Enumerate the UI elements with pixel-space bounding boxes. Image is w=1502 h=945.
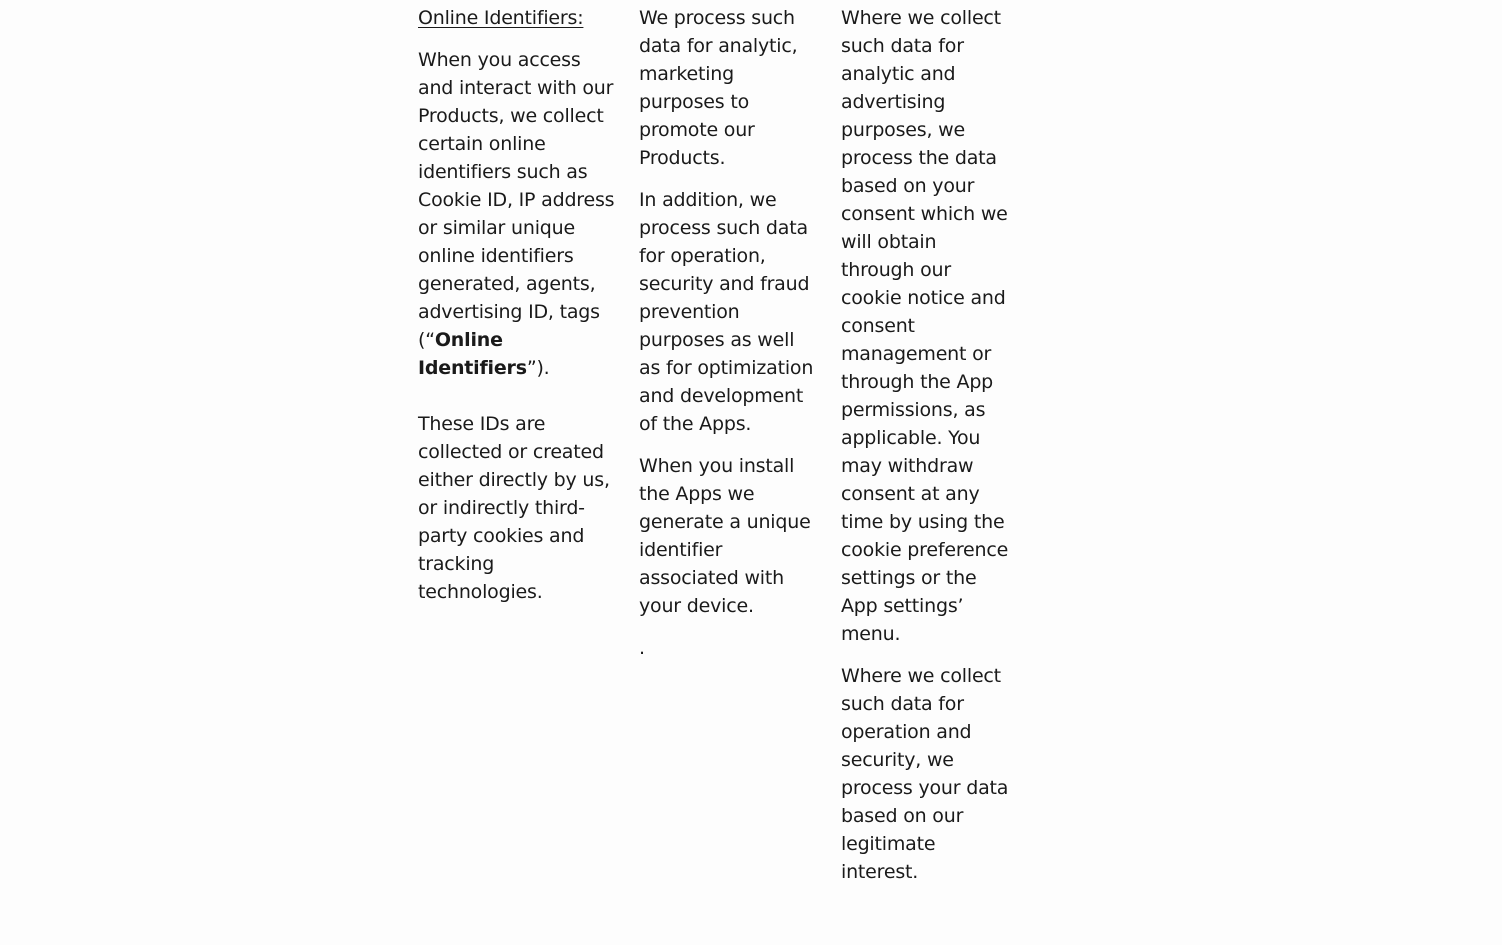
paragraph-legitimate-interest: Where we collect such data for operation and security, we process your data based on our legitimate interest.	[841, 665, 1009, 883]
section-heading: Online Identifiers:	[418, 7, 584, 29]
paragraph-online-identifiers-definition	[418, 46, 618, 382]
paragraph-analytic-marketing: We process such data for analytic, marketing purposes to promote our Products.	[639, 7, 798, 169]
paragraph-operation-security: In addition, we process such data for operation, security and fraud prevention purposes as well as for optimization and development of the Apps.	[639, 189, 814, 435]
paragraph-text-tail: ”).	[526, 357, 550, 379]
paragraph-unique-identifier: When you install the Apps we generate a unique identifier associated with your device.	[639, 455, 811, 617]
column-legal-basis	[841, 4, 1011, 900]
defined-term: Online Identifiers	[418, 329, 527, 379]
column-processing-purposes	[639, 4, 821, 676]
paragraph-dot: .	[639, 637, 645, 659]
paragraph-consent-basis: Where we collect such data for analytic and advertising purposes, we process the data based on your consent which we will obtain through our cookie notice and consent management or through the App permissions, as applicable. You may withdraw consent at any time by using the cookie preference settings or the App settings’ menu.	[841, 7, 1009, 645]
paragraph-text: When you access and interact with our Products, we collect certain online identifiers such as Cookie ID, IP address or similar unique online identifiers generated, agents, advertising ID, tags (“	[418, 49, 615, 351]
paragraph-id-collection: These IDs are collected or created either directly by us, or indirectly third-party cookies and tracking technologies.	[418, 413, 610, 603]
column-online-identifiers	[418, 4, 618, 620]
